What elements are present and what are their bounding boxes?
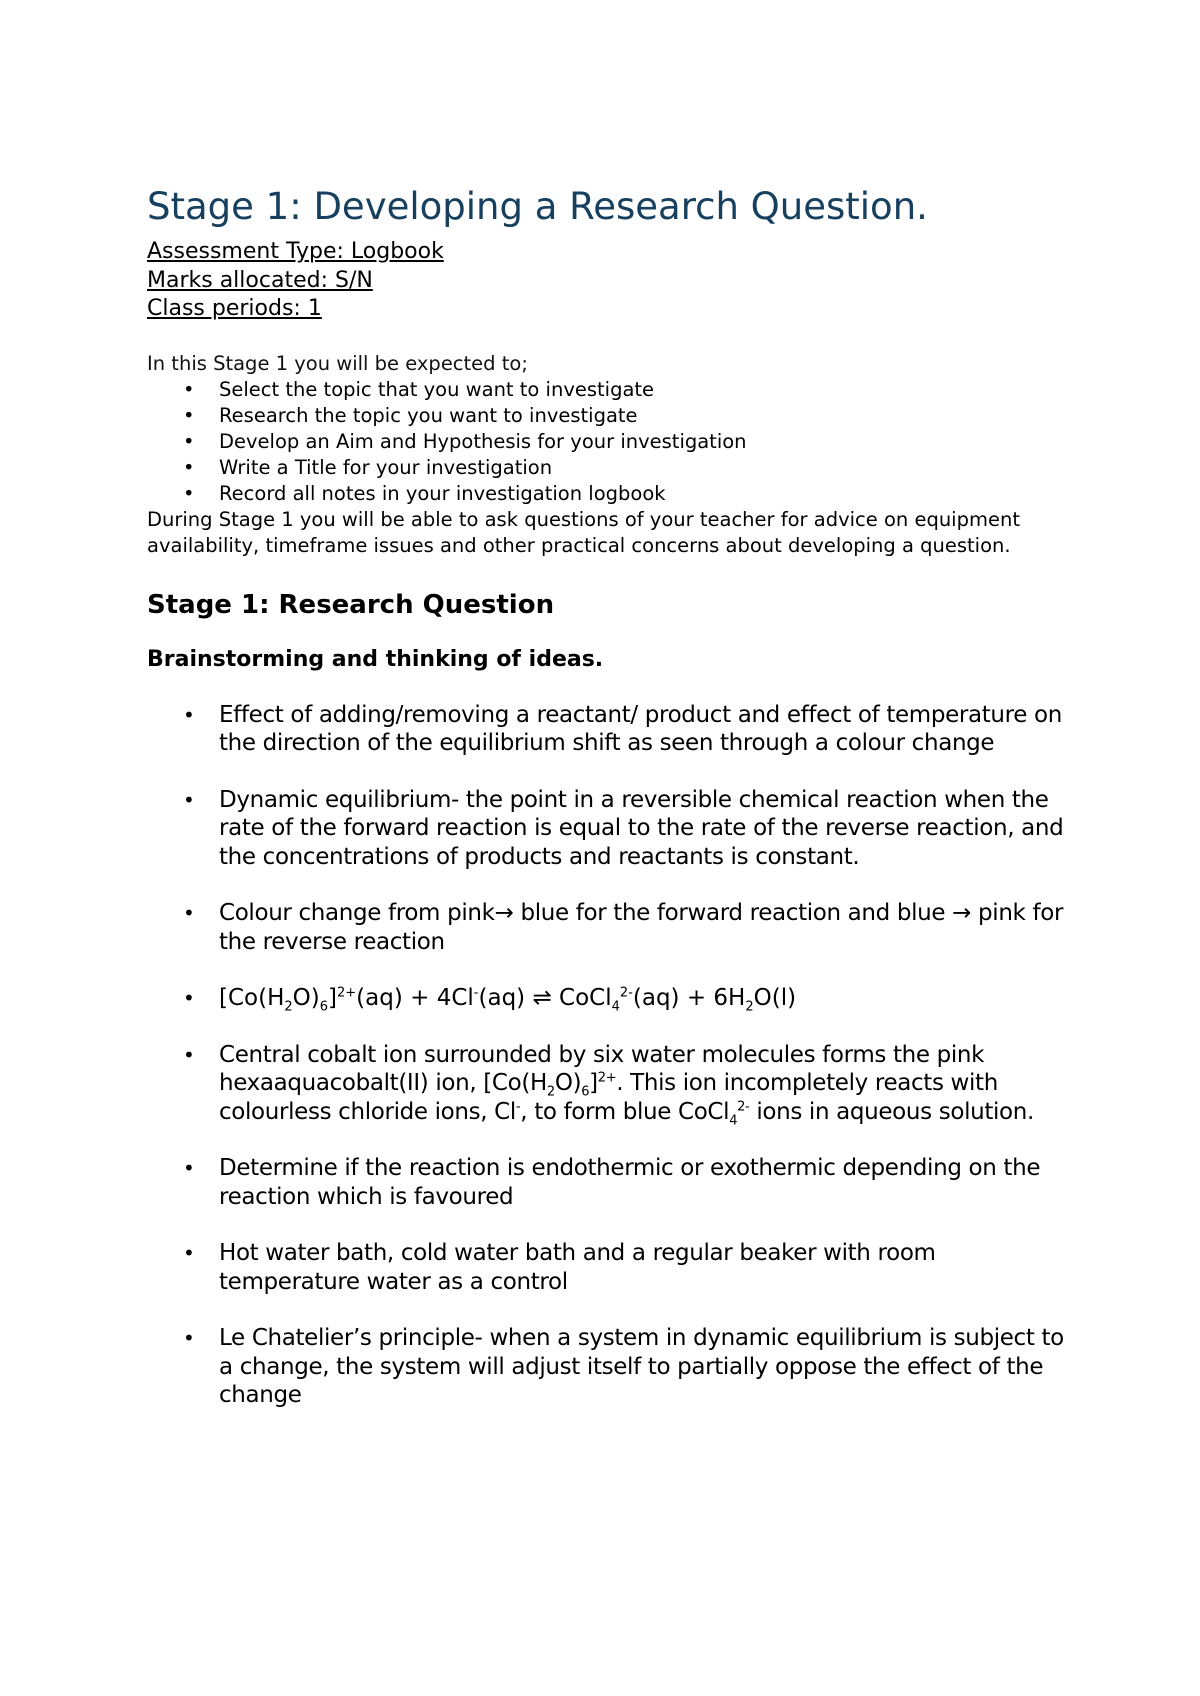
during-paragraph: During Stage 1 you will be able to ask questions of your teacher for advice on equipment availability, timeframe issues and other practical concerns about developing a question. [147,507,1020,557]
list-item: • Colour change from pink→ blue for the forward reaction and blue → pink for the reverse reaction [147,899,1067,956]
intro-text: In this Stage 1 you will be expected to; [147,351,528,375]
assessment-meta [147,238,1067,324]
section-heading: Stage 1: Research Question [147,589,555,620]
list-item: • Central cobalt ion surrounded by six water molecules forms the pink hexaaquacobalt(II) ion, $[Co(H_2O)_6]^{2+}$. This ion incompletely reacts with colourless chloride ions, Cl-, to form blue CoCl$_4^{2-}$ ions in aqueous solution. [147,1041,1067,1127]
list-item: • Le Chatelier’s principle- when a system in dynamic equilibrium is subject to a change, the system will adjust itself to partially oppose the effect of the change [147,1324,1067,1410]
sub-heading: Brainstorming and thinking of ideas. [147,646,604,672]
equation-item: • $[Co(H_2O)_6]^{2+}(aq) + 4Cl^-(aq)$ ⇌ CoCl$_4^{2-}$(aq) + $6H_2O(l)$ [147,984,1067,1013]
class-periods: Class periods: 1 [147,296,322,321]
marks-allocated: Marks allocated: S/N [147,267,373,293]
list-item: • Record all notes in your investigation logbook [147,481,1067,507]
assessment-type: Assessment Type: Logbook [147,239,444,264]
task-list [147,377,1067,507]
list-item: • Select the topic that you want to investigate [147,377,1067,403]
list-item: • Write a Title for your investigation [147,455,1067,481]
document-page [147,182,1067,1438]
page-title: Stage 1: Developing a Research Question. [147,185,928,228]
list-item: • Dynamic equilibrium- the point in a reversible chemical reaction when the rate of the forward reaction is equal to the rate of the reverse reaction, and the concentrations of products and reactants is constant. [147,786,1067,872]
list-item: • Hot water bath, cold water bath and a regular beaker with room temperature water as a control [147,1239,1067,1296]
arrow-icon: → [494,900,514,926]
ideas-list [147,701,1067,1410]
arrow-icon: → [952,900,972,926]
list-item: • Develop an Aim and Hypothesis for your investigation [147,429,1067,455]
list-item: • Effect of adding/removing a reactant/ product and effect of temperature on the direction of the equilibrium shift as seen through a colour change [147,701,1067,758]
list-item: • Research the topic you want to investigate [147,403,1067,429]
list-item: • Determine if the reaction is endothermic or exothermic depending on the reaction which is favoured [147,1154,1067,1211]
